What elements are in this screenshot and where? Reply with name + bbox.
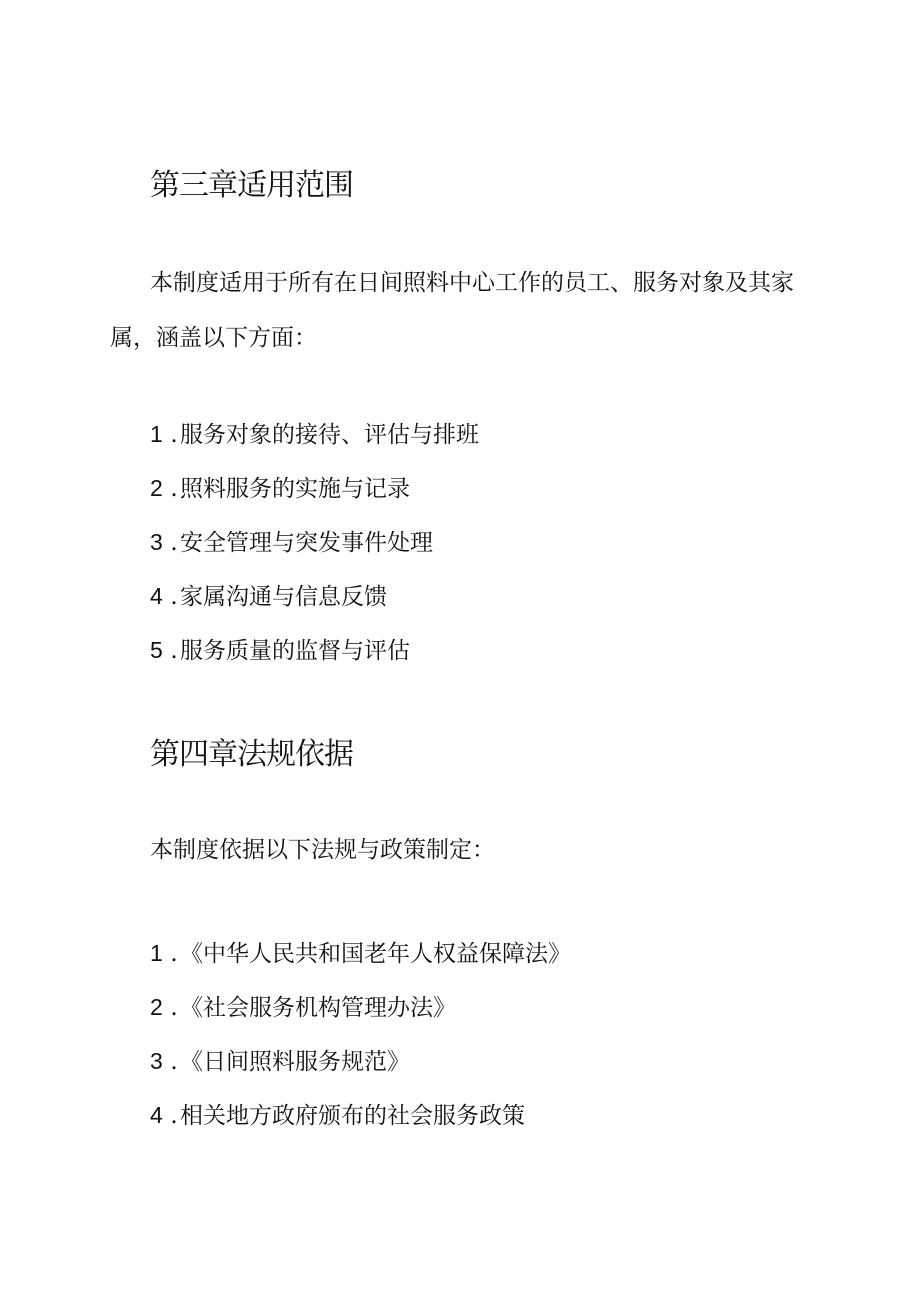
list-item-text: 家属沟通与信息反馈	[180, 584, 387, 610]
list-item-number: 2	[150, 475, 163, 501]
list-item-text: 《社会服务机构管理办法》	[180, 995, 456, 1021]
list-item-text: 《中华人民共和国老年人权益保障法》	[180, 941, 571, 967]
chapter4-list-item-4	[150, 1099, 525, 1132]
list-item-text: 《日间照料服务规范》	[180, 1049, 410, 1075]
list-item-text: 相关地方政府颁布的社会服务政策	[180, 1103, 525, 1129]
list-item-number: 5	[150, 637, 163, 663]
list-item-dot: .	[170, 638, 178, 664]
chapter4-title: 第四章法规依据	[150, 737, 353, 772]
list-item-number: 1	[150, 940, 163, 966]
list-item-number: 3	[150, 529, 163, 555]
list-item-number: 4	[150, 1102, 163, 1128]
list-item-text: 服务对象的接待、评估与排班	[180, 422, 479, 448]
list-item-text: 安全管理与突发事件处理	[180, 530, 433, 556]
list-item-text: 照料服务的实施与记录	[180, 476, 410, 502]
chapter3-list-item-3	[150, 526, 433, 559]
list-item-number: 2	[150, 994, 163, 1020]
list-item-dot: .	[170, 422, 178, 448]
chapter3-title: 第三章适用范围	[150, 168, 353, 203]
list-item-number: 3	[150, 1048, 163, 1074]
list-item-dot: .	[170, 995, 178, 1021]
chapter4-paragraph: 本制度依据以下法规与政策制定：	[150, 837, 495, 863]
list-item-dot: .	[170, 530, 178, 556]
list-item-dot: .	[170, 941, 178, 967]
list-item-number: 4	[150, 583, 163, 609]
chapter3-list-item-1	[150, 418, 479, 451]
list-item-text: 服务质量的监督与评估	[180, 638, 410, 664]
list-item-number: 1	[150, 421, 163, 447]
chapter4-list-item-1	[150, 937, 571, 970]
list-item-dot: .	[170, 1049, 178, 1075]
list-item-dot: .	[170, 1103, 178, 1129]
list-item-dot: .	[170, 584, 178, 610]
chapter3-paragraph: 本制度适用于所有在日间照料中心工作的员工、服务对象及其家属，涵盖以下方面：	[110, 270, 794, 351]
chapter4-list-item-2	[150, 991, 456, 1024]
chapter3-list-item-2	[150, 472, 410, 505]
chapter4-list-item-3	[150, 1045, 410, 1078]
chapter3-list-item-5	[150, 634, 410, 667]
chapter3-list-item-4	[150, 580, 387, 613]
list-item-dot: .	[170, 476, 178, 502]
